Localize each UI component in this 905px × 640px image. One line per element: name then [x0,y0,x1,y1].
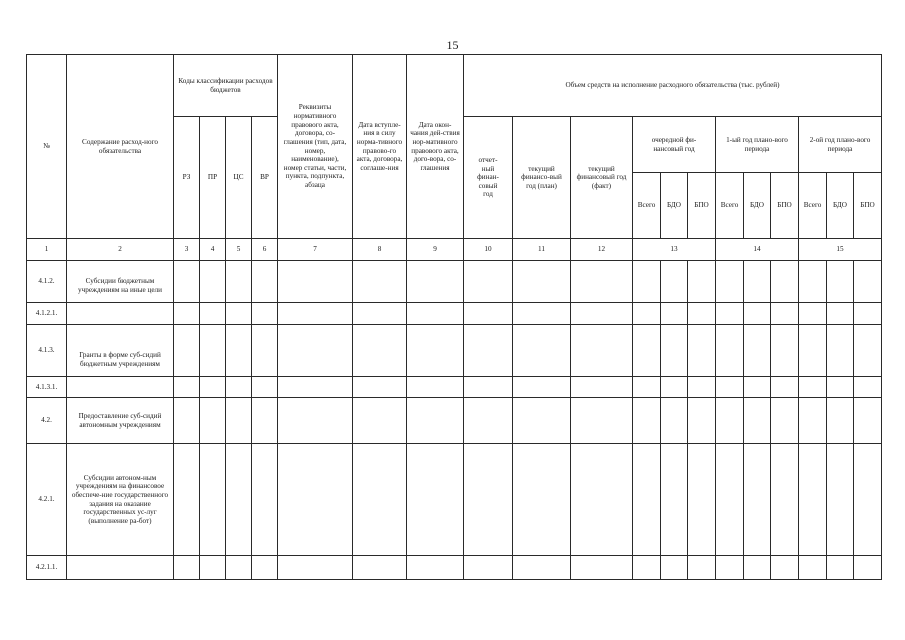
row-content: Предоставление суб-сидий автономным учреждениям [67,398,174,444]
subcol-total: Всего [799,173,827,239]
column-number: 3 [174,239,200,261]
subcol-bpo: БПО [771,173,799,239]
row-content [67,377,174,398]
header-current-fact: текущий финансовый год (факт) [571,117,633,239]
header-next-year: очередной фи-нансовый год [633,117,716,173]
subcol-bdo: БДО [661,173,688,239]
table-row [27,261,882,303]
column-number: 10 [464,239,513,261]
row-content: Субсидии бюджетным учреждениям на иные цели [67,261,174,303]
row-number: 4.1.3. [27,325,67,377]
header-code-cs: ЦС [226,117,252,239]
row-content [67,556,174,580]
column-number: 13 [633,239,716,261]
row-number: 4.2.1. [27,444,67,556]
header-code-rz: РЗ [174,117,200,239]
row-content: Субсидии автоном-ным учреждениям на финансовое обеспече-ние государственного задания на оказание государственных ус-луг (выполнение ра-бот) [67,444,174,556]
page-number: 15 [446,38,459,52]
subcol-bpo: БПО [854,173,882,239]
header-end-date: Дата окон-чания дей-ствия нор-мативного правового акта, дого-вора, со-глашения [407,55,464,239]
column-number: 2 [67,239,174,261]
row-content: Гранты в форме суб-сидий бюджетным учреждениям [67,325,174,377]
row-number: 4.2. [27,398,67,444]
table-row [27,303,882,325]
row-number: 4.2.1.1. [27,556,67,580]
column-number: 12 [571,239,633,261]
column-number: 9 [407,239,464,261]
subcol-total: Всего [716,173,744,239]
header-current-plan: текущий финансо-вый год (план) [513,117,571,239]
expenditure-obligations-table [26,54,882,580]
header-codes-group: Коды классификации расходов бюджетов [174,55,278,117]
row-number: 4.1.2.1. [27,303,67,325]
column-number: 4 [200,239,226,261]
header-plan-year1: 1-ый год плано-вого периода [716,117,799,173]
column-number: 15 [799,239,882,261]
subcol-bdo: БДО [744,173,771,239]
row-number: 4.1.2. [27,261,67,303]
table-row [27,377,882,398]
header-content: Содержание расход-ного обязательства [67,55,174,239]
subcol-bdo: БДО [827,173,854,239]
header-code-vr: ВР [252,117,278,239]
column-number: 5 [226,239,252,261]
header-reporting-year: отчет-ный финан-совый год [464,117,513,239]
column-number: 14 [716,239,799,261]
column-number: 1 [27,239,67,261]
column-number: 7 [278,239,353,261]
header-volume-group: Объем средств на исполнение расходного обязательства (тыс. рублей) [464,55,882,117]
column-number: 6 [252,239,278,261]
header-plan-year2: 2-ой год плано-вого периода [799,117,882,173]
header-requisites: Реквизиты нормативного правового акта, договора, со-глашения (тип, дата, номер, наименование), номер статьи, части, пункта, подпункта, абзаца [278,55,353,239]
table-row [27,556,882,580]
row-number: 4.1.3.1. [27,377,67,398]
column-number: 11 [513,239,571,261]
header-entry-date: Дата вступле-ния в силу норма-тивного правово-го акта, договора, соглаше-ния [353,55,407,239]
table-row [27,398,882,444]
subcol-bpo: БПО [688,173,716,239]
table-row [27,325,882,377]
subcol-total: Всего [633,173,661,239]
row-content [67,303,174,325]
table-row [27,444,882,556]
header-num: № [27,55,67,239]
column-number: 8 [353,239,407,261]
header-code-pr: ПР [200,117,226,239]
